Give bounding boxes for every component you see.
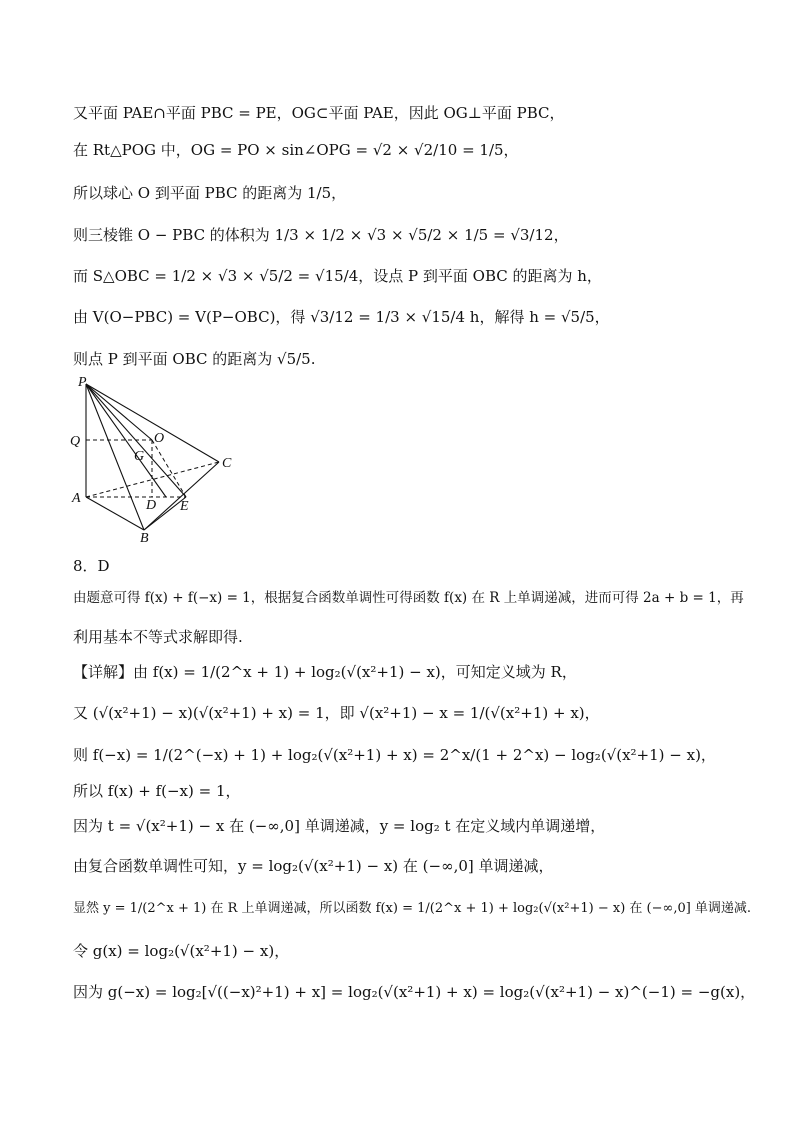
text-line-12: 又 (√(x²+1) − x)(√(x²+1) + x) = 1，即 √(x²+1) − x = 1/(√(x²+1) + x)， (73, 704, 600, 722)
text-line-4: 则三棱锥 O − PBC 的体积为 1/3 × 1/2 × √3 × √5/2 × 1/5 = √3/12， (73, 226, 569, 244)
text-line-10: 利用基本不等式求解即得. (73, 628, 243, 646)
text-line-11: 【详解】由 f(x) = 1/(2^x + 1) + log₂(√(x²+1) − x)，可知定义域为 R， (73, 663, 577, 681)
label-A: A (72, 491, 81, 506)
text-line-19: 因为 g(−x) = log₂[√((−x)²+1) + x] = log₂(√(x²+1) + x) = log₂(√(x²+1) − x)^(−1) = −g(x)， (73, 983, 756, 1001)
text-line-1: 又平面 PAE∩平面 PBC = PE，OG⊂平面 PAE，因此 OG⊥平面 PBC， (73, 104, 565, 122)
text-line-3: 所以球心 O 到平面 PBC 的距离为 1/5， (73, 184, 347, 202)
text-line-6: 由 V(O−PBC) = V(P−OBC)，得 √3/12 = 1/3 × √15/4 h，解得 h = √5/5， (73, 308, 610, 326)
label-Q: Q (70, 434, 81, 449)
label-D: D (146, 498, 157, 513)
label-P: P (78, 375, 87, 390)
text-line-16: 由复合函数单调性可知，y = log₂(√(x²+1) − x) 在 (−∞,0] 单调递减， (73, 857, 554, 875)
label-C: C (222, 456, 232, 471)
text-line-9: 由题意可得 f(x) + f(−x) = 1，根据复合函数单调性可得函数 f(x) 在 R 上单调递减，进而可得 2a + b = 1，再 (73, 590, 744, 606)
text-line-2: 在 Rt△POG 中，OG = PO × sin∠OPG = √2 × √2/10 = 1/5， (73, 141, 519, 159)
text-line-14: 所以 f(x) + f(−x) = 1， (73, 782, 241, 800)
label-B: B (140, 531, 149, 544)
text-line-5: 而 S△OBC = 1/2 × √3 × √5/2 = √15/4，设点 P 到平面 OBC 的距离为 h， (73, 267, 602, 285)
text-line-17: 显然 y = 1/(2^x + 1) 在 R 上单调递减，所以函数 f(x) = 1/(2^x + 1) + log₂(√(x²+1) − x) 在 (−∞,0] 单调递减. (73, 901, 752, 916)
label-E: E (180, 499, 189, 514)
text-line-7: 则点 P 到平面 OBC 的距离为 √5/5. (73, 350, 316, 368)
label-O: O (154, 431, 165, 446)
text-line-13: 则 f(−x) = 1/(2^(−x) + 1) + log₂(√(x²+1) + x) = 2^x/(1 + 2^x) − log₂(√(x²+1) − x)， (73, 746, 716, 764)
label-G: G (134, 449, 145, 464)
pyramid-figure (62, 372, 252, 544)
answer-heading: 8．D (73, 557, 110, 575)
text-line-18: 令 g(x) = log₂(√(x²+1) − x)， (73, 942, 290, 960)
text-line-15: 因为 t = √(x²+1) − x 在 (−∞,0] 单调递减，y = log₂ t 在定义域内单调递增， (73, 817, 606, 835)
